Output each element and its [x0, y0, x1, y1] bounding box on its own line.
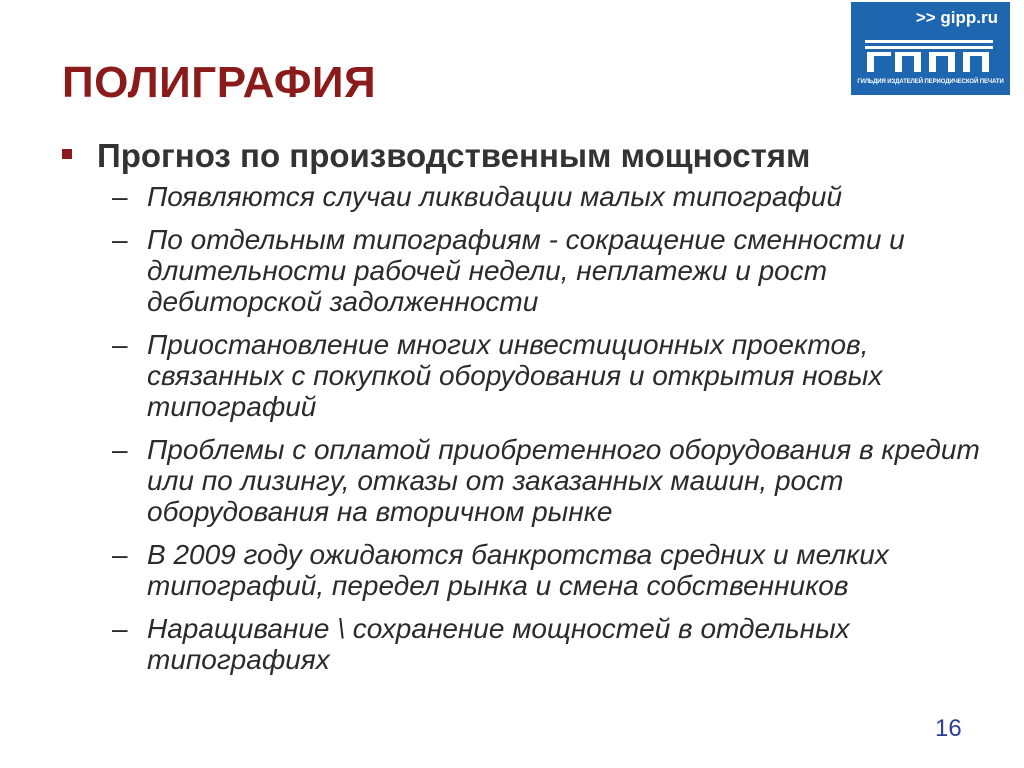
- list-item-text: Проблемы с оплатой приобретенного оборудования в кредит или по лизингу, отказы от заказанных машин, рост оборудования на вторичном рынке: [147, 434, 980, 527]
- list-item: [112, 539, 1012, 601]
- page-number: 16: [935, 715, 962, 742]
- sub-bullet-list: [112, 181, 1012, 687]
- list-item-text: В 2009 году ожидаются банкротства средних и мелких типографий, передел рынка и смена собственников: [147, 539, 889, 601]
- list-item: [112, 434, 1012, 527]
- dash-bullet: –: [112, 329, 128, 360]
- dash-bullet: –: [112, 181, 128, 212]
- logo-caption: ГИЛЬДИЯ ИЗДАТЕЛЕЙ ПЕРИОДИЧЕСКОЙ ПЕЧАТИ: [857, 79, 1004, 85]
- main-bullet: [62, 137, 810, 175]
- list-item: [112, 613, 1012, 675]
- slide-title: ПОЛИГРАФИЯ: [62, 58, 377, 107]
- main-bullet-text: Прогноз по производственным мощностям: [97, 137, 811, 174]
- list-item: [112, 224, 1012, 317]
- gipp-logo[interactable]: [851, 2, 1010, 95]
- gipp-logo-mark-icon: [865, 36, 995, 76]
- list-item: [112, 329, 1012, 422]
- logo-url-text: >> gipp.ru: [915, 8, 998, 27]
- square-bullet-icon: [62, 149, 72, 159]
- list-item-text: Появляются случаи ликвидации малых типографий: [147, 181, 843, 212]
- list-item-text: Приостановление многих инвестиционных проектов, связанных с покупкой оборудования и открытия новых типографий: [147, 329, 883, 422]
- list-item-text: По отдельным типографиям - сокращение сменности и длительности рабочей недели, неплатежи и рост дебиторской задолженности: [147, 224, 905, 317]
- list-item: [112, 181, 1012, 212]
- dash-bullet: –: [112, 539, 128, 570]
- list-item-text: Наращивание \ сохранение мощностей в отдельных типографиях: [147, 613, 850, 675]
- dash-bullet: –: [112, 224, 128, 255]
- dash-bullet: –: [112, 434, 128, 465]
- dash-bullet: –: [112, 613, 128, 644]
